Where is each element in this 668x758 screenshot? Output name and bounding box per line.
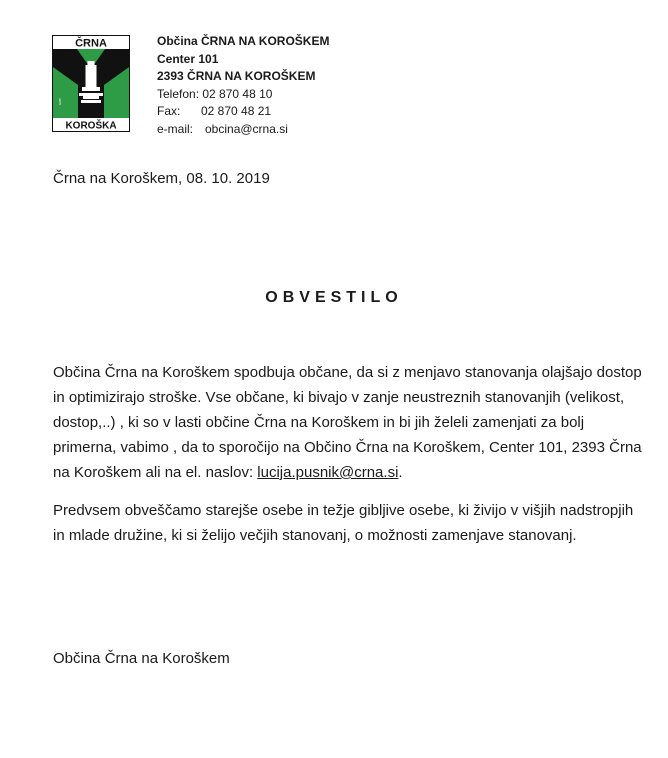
logo-side-text: GRB — [58, 98, 62, 105]
paragraph-1-end: . — [398, 464, 403, 481]
letterhead — [157, 33, 329, 138]
phone-row — [157, 86, 329, 104]
contact-email-link[interactable]: lucija.pusnik@crna.si — [257, 464, 399, 481]
document-title: OBVESTILO — [265, 289, 403, 306]
logo-bottom-text: KOROŠKA — [65, 120, 117, 132]
email-label: e-mail: — [157, 121, 194, 136]
org-name: Občina ČRNA NA KOROŠKEM — [157, 34, 330, 48]
org-postal: 2393 ČRNA NA KOROŠKEM — [157, 69, 316, 83]
phone-value: 02 870 48 10 — [202, 86, 273, 101]
signature: Občina Črna na Koroškem — [53, 650, 230, 667]
logo-top-text: ČRNA — [75, 37, 107, 50]
org-street: Center 101 — [157, 51, 219, 66]
phone-label: Telefon: — [157, 86, 200, 101]
paragraph-1 — [53, 360, 643, 485]
email-value: obcina@crna.si — [205, 121, 288, 136]
municipality-coat-of-arms-logo — [52, 35, 130, 132]
document-date: Črna na Koroškem, 08. 10. 2019 — [53, 170, 270, 187]
paragraph-2: Predvsem obveščamo starejše osebe in težje gibljive osebe, ki živijo v višjih nadstropjih in mlade družine, ki si želijo večjih stanovanj, o možnosti zamenjave stanovanj. — [53, 502, 634, 544]
paragraph-1-text: Občina Črna na Koroškem spodbuja občane, da si z menjavo stanovanja olajšajo dostop in optimizirajo stroške. Vse občane, ki bivajo v zanje neustreznih stanovanjih (velikost, dostop,..) , ki so v lasti občine Črna na Koroškem in bi jih želeli zamenjati za bolj primerna, vabimo , da to sporočijo na Občino Črna na Koroškem, Center 101, 2393 Črna na Koroškem ali na el. naslov: — [53, 364, 642, 481]
notice-body — [53, 360, 643, 548]
email-row — [157, 121, 329, 139]
fax-label: Fax: — [157, 104, 181, 118]
fax-value: 02 870 48 21 — [201, 104, 272, 118]
fax-row — [157, 103, 329, 121]
